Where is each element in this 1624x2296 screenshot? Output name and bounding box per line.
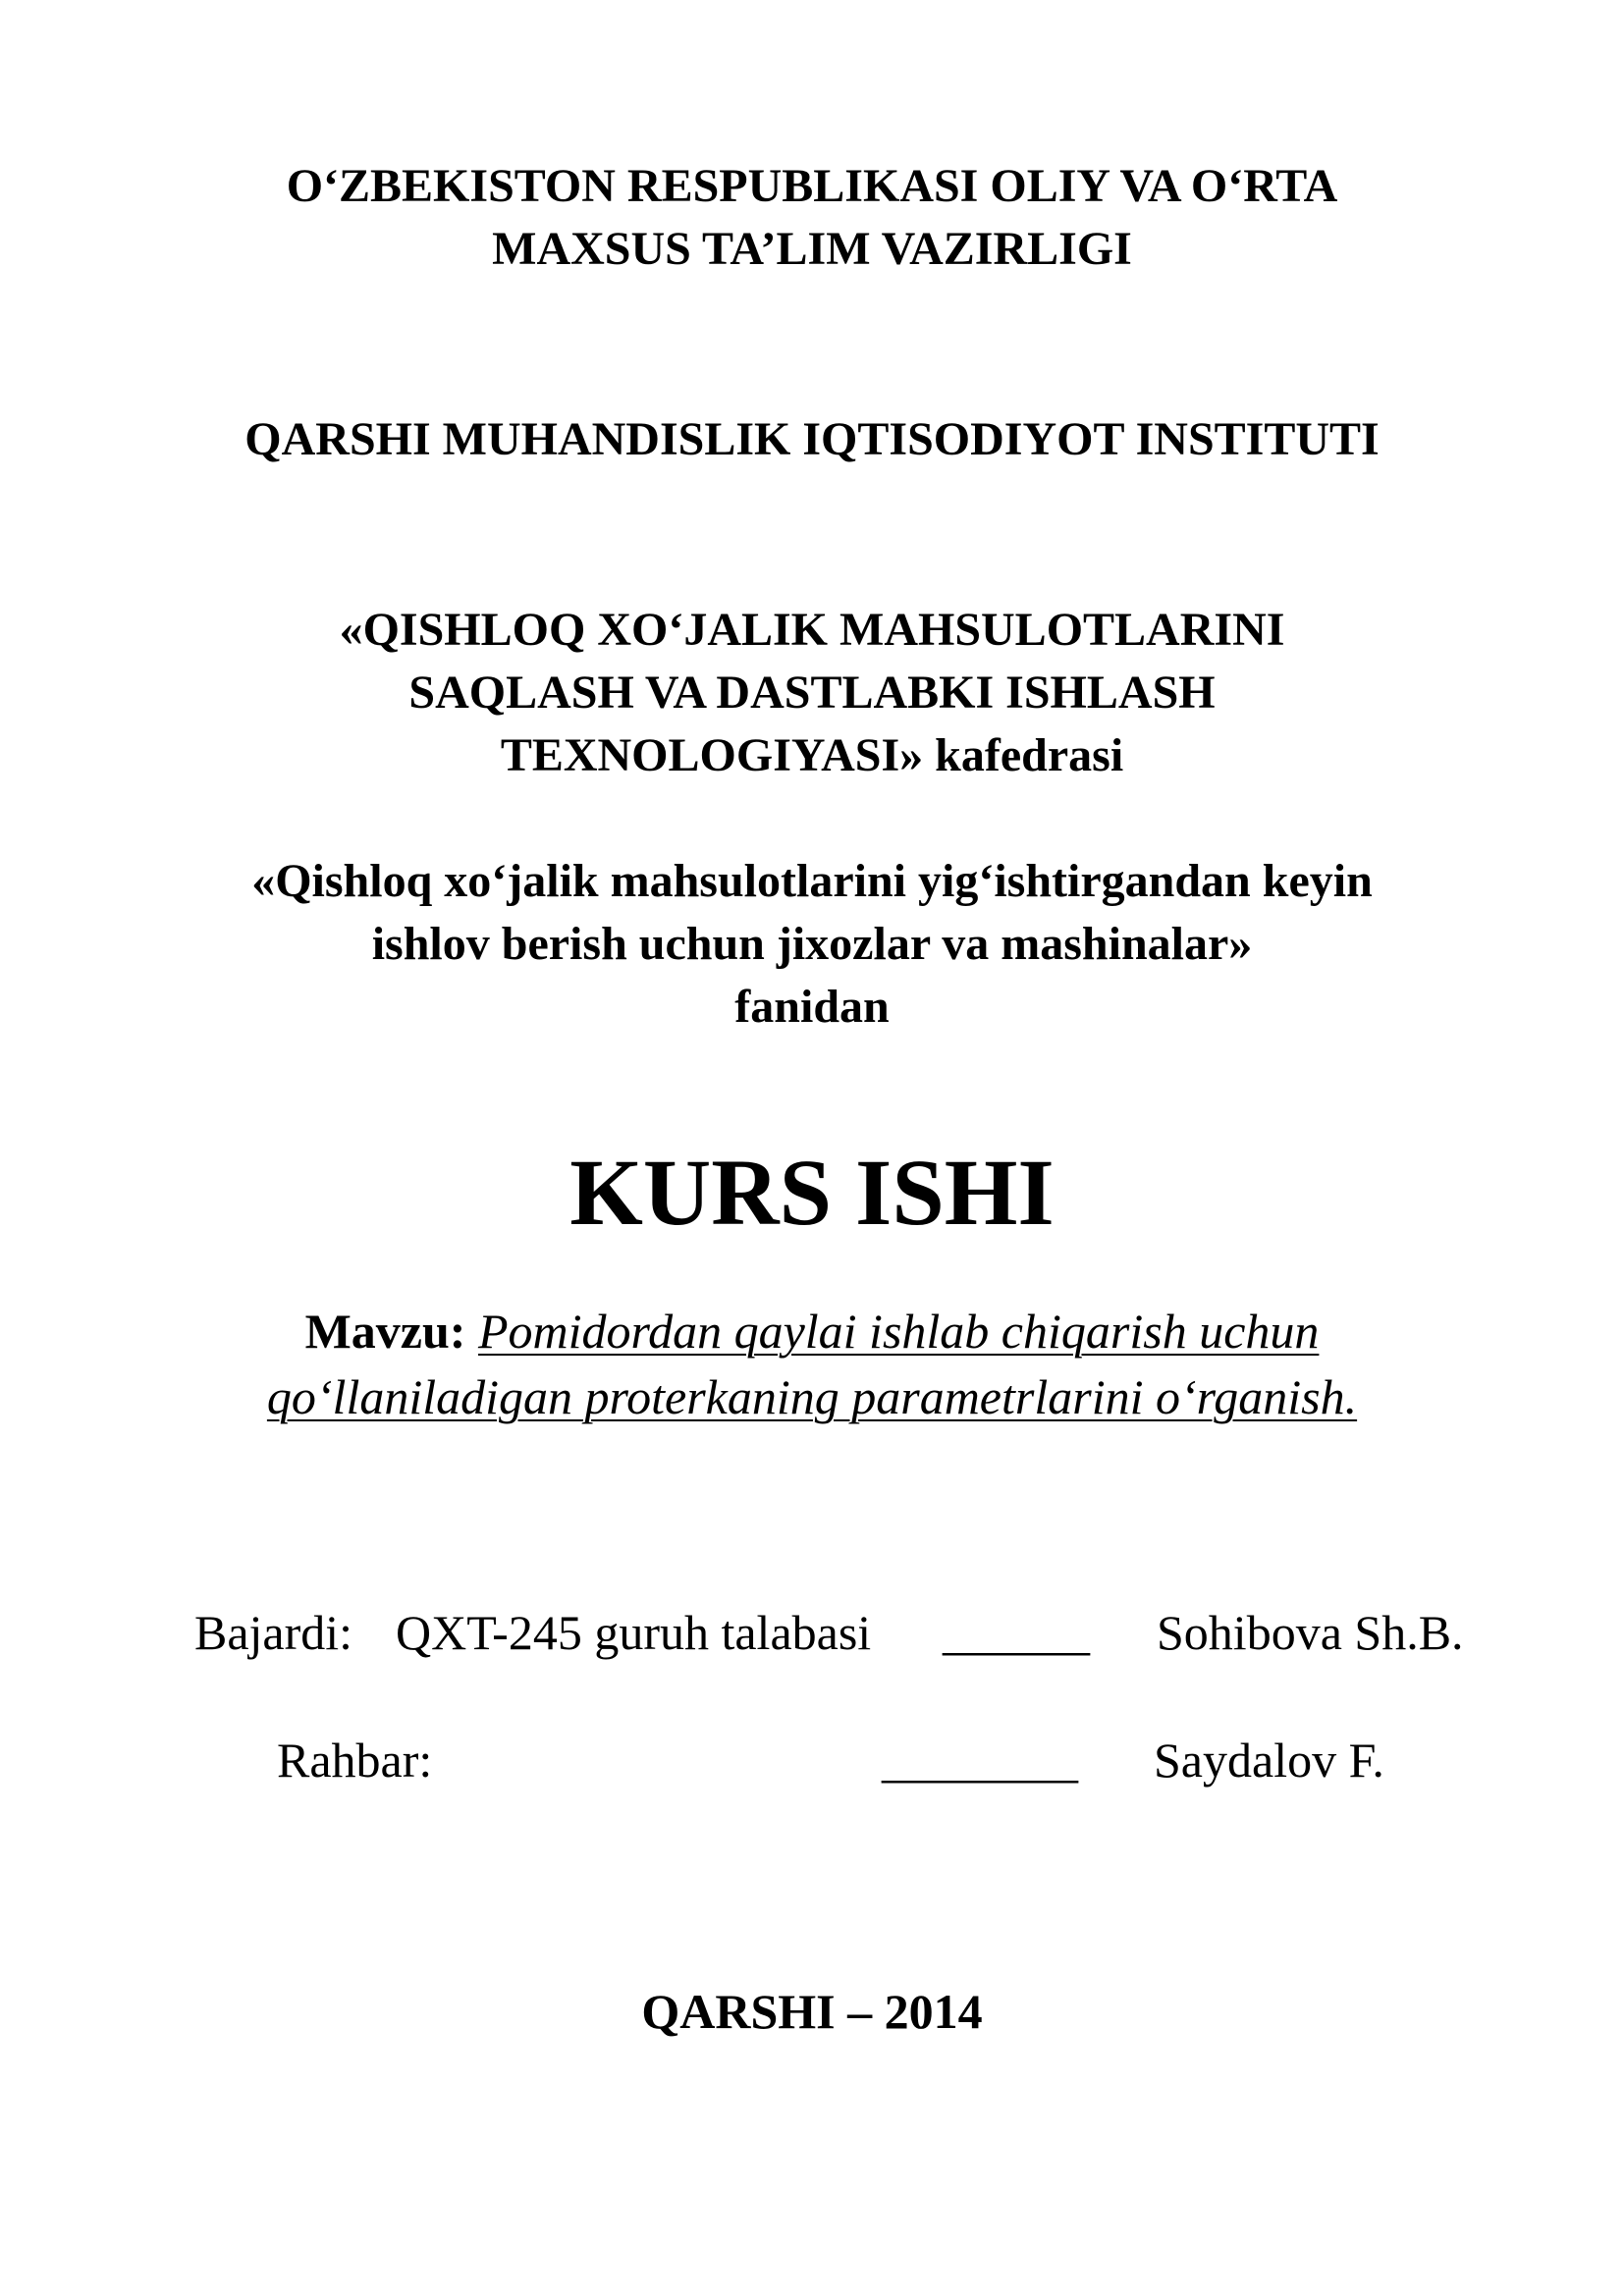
department-line-1: «QISHLOQ XO‘JALIK MAHSULOTLARINI xyxy=(339,604,1285,656)
topic-text-1: Pomidordan qaylai ishlab chiqarish uchun xyxy=(477,1304,1320,1359)
ministry-line-2: MAXSUS TA’LIM VAZIRLIGI xyxy=(492,223,1132,275)
subject-line-1: «Qishloq xo‘jalik mahsulotlarini yig‘ishtirgandan keyin xyxy=(251,855,1373,907)
document-title: KURS ISHI xyxy=(569,1140,1055,1245)
subject-line-3: fanidan xyxy=(734,981,890,1033)
footer-city-year: QARSHI – 2014 xyxy=(641,1984,983,2039)
topic-line-2 xyxy=(0,1366,1624,1427)
supervisor-label: Rahbar: xyxy=(277,1733,433,1788)
department-line-2: SAQLASH VA DASTLABKI ISHLASH xyxy=(408,667,1216,719)
department-line-3: TEXNOLOGIYASI» kafedrasi xyxy=(500,729,1124,781)
performed-signature-blank: ______ xyxy=(943,1605,1090,1660)
topic-label: Mavzu: xyxy=(304,1304,466,1359)
supervisor-name: Saydalov F. xyxy=(1154,1733,1384,1788)
performed-student-name: Sohibova Sh.B. xyxy=(1157,1605,1464,1660)
supervisor-signature-blank: ________ xyxy=(882,1733,1078,1788)
subject-line-2: ishlov berish uchun jixozlar va mashinalar» xyxy=(371,918,1253,970)
topic-text-2: qo‘llaniladigan proterkaning parametrlarini o‘rganish. xyxy=(266,1369,1358,1424)
performed-label: Bajardi: xyxy=(194,1605,353,1660)
institute-name: QARSHI MUHANDISLIK IQTISODIYOT INSTITUTI xyxy=(244,413,1380,465)
performed-group: QXT-245 guruh talabasi xyxy=(396,1605,872,1660)
topic-line-1 xyxy=(0,1301,1624,1362)
ministry-line-1: O‘ZBEKISTON RESPUBLIKASI OLIY VA O‘RTA xyxy=(286,160,1338,212)
